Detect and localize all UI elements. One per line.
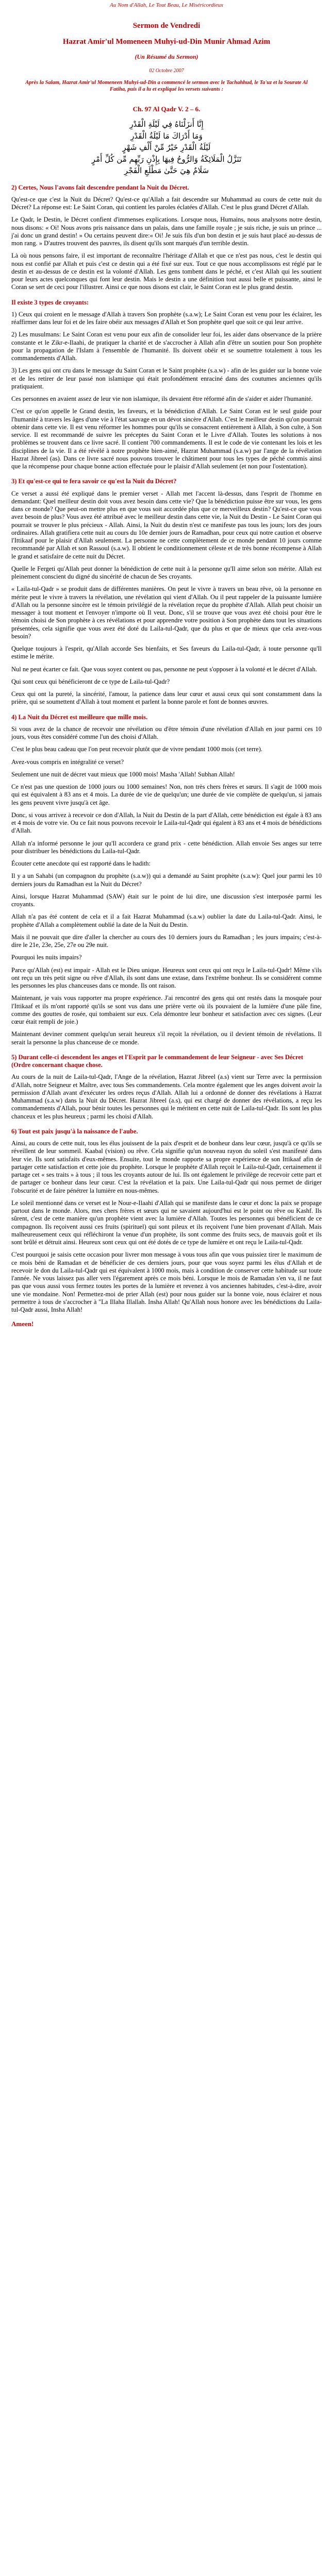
sermon-paragraph: Ceux qui ont la pureté, la sincérité, l'amour, la patience dans leur cœur et aussi ceux qui sont constamment dans la prière, qui se soumettent d'Allah à tout moment et parlent la bonne parole et font de bonnes œuvres. [11, 690, 322, 706]
sermon-paragraph: Pourquoi les nuits impairs? [11, 954, 82, 961]
arabic-line: وَمَا أَدْرَاكَ مَا لَيْلَةُ الْقَدْرِ [130, 131, 203, 141]
sermon-paragraph: 3) Les gens qui ont cru dans le message du Saint Coran et le Saint prophète (s.a.w) - afin de les guider sur la bonne voie et de les retirer de leur passé non islamique qui était profondément enraciné dans des coutumes anciennes qu'ils pratiquaient. [11, 367, 322, 390]
arabic-verses [11, 118, 322, 177]
section-heading: Il existe 3 types de croyants: [11, 298, 89, 306]
sermon-body [11, 184, 322, 1314]
section-heading: 5) Durant celle-ci descendent les anges et l'Esprit par le commandement de leur Seigneur - avec Ses Décret (Ordre concernant chaque chose. [11, 1053, 303, 1069]
sermon-date: 02 Octobre 2007 [149, 67, 184, 74]
arabic-line: سَلَامٌ هِيَ حَتَّىٰ مَطْلَعِ الْفَجْرِ [124, 166, 209, 176]
sermon-paragraph: Maintenant, je vais vous rapporter ma propre expérience. J'ai rencontré des gens qui ont restés dans la mosquée pour l'Ittikaaf et ils m'ont rapporté qu'ils se sont vus dans une prière verte où ils pouvaient de la lumière d'une pâle fine, comme des gouttes de rosée, qui tombaient sur eux. Cela démontre leur bonheur et satisfaction avec ces signes. (Leur cœur était rempli de joie.) [11, 994, 322, 1026]
sermon-paragraph: C'est le plus beau cadeau que l'on peut recevoir plutôt que de vivre pendant 1000 mois (cet terre). [11, 745, 262, 753]
sermon-paragraph: Qu'est-ce que c'est la Nuit du Décret? Qu'est-ce qu'Allah a fait descendre sur Muhammad au cours de cette nuit du Décret? La réponse est: Le Saint Coran, qui contient les paroles éclatées d'Allah. C'est le plus grand Décret d'Allah. [11, 195, 322, 211]
sermon-paragraph: Le soleil mentionné dans ce verset est le Nour-e-Ilaahi d'Allah qui se manifeste dans le cœur et donc la paix se propage partout dans le monde. Alors, mes chers frères et sœurs qui ne savaient aujourd'hui est le point ou rêve ou Kashf. Ils sûrent, c'est de cette manière qu'un prophète vient avec la lumière d'Allah. Toutes les personnes qui bénéficient de ce compagnon. Ils reçoivent aussi ces fruits (spirituel) qui sont pileux et ils reçoivent l'une bien provenant d'Allah. Mais malheureusement ceux qui réfléchiront la venue d'un prophète, ils sont comme des fruits secs, de mauvais goût et ils sont brûlé et détruit ainsi. Heureux sont ceux qui ont été dotés de ce type de lumière et ont reçu le Laila-tul-Qadr. [11, 1199, 322, 1246]
verse-reference: Ch. 97 Al Qadr V. 2 – 6. [132, 105, 201, 113]
bismillah-banner: Au Nom d'Allah, Le Tout Beau, Le Miséricordieux [110, 2, 223, 8]
sermon-paragraph: Maintenant deviner comment quelqu'un serait heureux s'il reçoit la révélation, ou il devient témoin de révélations. Il serait la personne la plus chanceuse de ce monde. [11, 1030, 322, 1046]
speaker-name: Hazrat Amir'ul Momeneen Muhyi-ud-Din Munir Ahmad Azim [62, 37, 271, 46]
sermon-paragraph: Ainsi, lorsque Hazrat Muhammad (SAW) était sur le point de lui dire, une discussion s'est interposée parmi les croyants. [11, 892, 322, 908]
sermon-paragraph: 1) Ceux qui croient en le message d'Allah à travers Son prophète (s.a.w); Le Saint Coran est venu pour les éclairer, les réaffirmer dans leur foi et de les faire obéir aux messages d'Allah et Son prophète quel que soit ce qui leur arrive. [11, 310, 322, 326]
section-heading: 3) Et qu'est-ce qui te fera savoir ce qu'est la Nuit du Décret? [11, 478, 177, 485]
page-title: Sermon de Vendredi [132, 22, 201, 30]
summary-label: (Un Résumé du Sermon) [135, 53, 198, 61]
intro-note: Après la Salam, Hazrat Amir'ul Momeneen Muhyi-ud-Din a commencé le sermon avec le Tachahhud, le Ta'uz et la Sourate Al Fatiha, puis il a lu et expliqué les versets suivants : [25, 80, 308, 93]
sermon-paragraph: Le Qadr, le Destin, le Décret confient d'immenses explications. Lorsque nous, Humains, nous analysons notre destin, nous disons: « Oi! Nous avons pris naissance dans un palais, dans une famille royale ; je suis riche, je suis un prince ... j'ai donc un grand destin! » Ou certains peuvent dire:« Oi! Je suis fils d'un bon destin et je suis haut placé au-dessus de mon rang. » D'autres trouvent des pauvres, ils disent qu'ils sont marqués d'un terrible destin. [11, 216, 322, 247]
sermon-paragraph: Il y a un Sahabi (un compagnon du prophète (s.a.w)) qui a demandé au Saint prophète (s.a.w): Quel jour parmi les 10 derniers jours du Ramadhan est la Nuit du Décret? [11, 872, 322, 888]
sermon-paragraph: Ainsi, au cours de cette nuit, tous les élus jouissent de la paix d'esprit et de bonheur dans leur cœur, jusqu'à ce qu'ils se réveillent de leur sommeil. Kaabal (vision) ou rêve. Cela signifie qu'un nouveau rayon du soleil s'est manifesté dans leur vie. Ils sont satisfaits d'eux-mêmes. Ensuite, tout le monde rapporte sa propre expérience de son Ittikaaf afin de partager cette satisfaction et cette joie du prophète. Lorsque le prophète d'Allah reçoit le Laila-tul-Qadr, certainement il partage cet « ses traits » à tous ; il tous les croyants autour de lui. Ils ont également le privilège de recevoir cette part et de partager ce bonheur dans leur cœur. C'est la révélation et la paix. Une Laila-tul-Qadr qui nous permet de diriger l'obscurité et de faire pénétrer la lumière en nous-mêmes. [11, 1140, 322, 1194]
sermon-paragraph: 2) Les musulmans: Le Saint Coran est venu pour eux afin de consolider leur foi, les aider dans observance de la prière constante et le Zikr-e-Ilaahi, de pratiquer la charité et de s'accrocher à Allah afin d'être un soutien pour Son prophète pour la propagation de l'Islam à l'ensemble de l'humanité. Ils doivent obéir et se soumettre totalement à tous les commandements d'Allah. [11, 331, 322, 362]
sermon-paragraph: Ce n'est pas une question de 1000 jours ou 1000 semaines! Non, non très chers frères et sœurs. Il s'agit de 1000 mois qui est équivalent à 83 ans et 4 mois. La durée de vie de quelqu'un; une durée de vie complète de quelqu'un, si jamais les gens peuvent vivre jusqu'à cet âge. [11, 783, 322, 806]
sermon-paragraph: Allah n'a pas été content de cela et il a fait Hazrat Muhammad (s.a.w) oublier la date du Laila-tul-Qadr. Ainsi, le prophète d'Allah a complètement oublié la date de la Nuit du Destin. [11, 913, 322, 928]
sermon-paragraph: Ce verset a aussi été expliqué dans le premier verset - Allah met l'accent là-dessus, dans l'esprit de l'homme en demandant: Quel meilleur destin doit vous avez besoin dans cette vie? Que la bénédiction puisse être sur vous, les gens dans ce monde? Que peut-on mettre plus en que vous soit accordée plus que ce merveilleux destin? Qu'est-ce que vous avez besoin de plus? Vous avez été attribué avec le meilleur destin dans cette vie, la Nuit du Destin - Le Saint Coran qui pourrait se trouver le plus précieux - Allah. Ainsi, la Nuit du destin n'est ce manifeste pas tous les jours; lors des jours ordinaires. Allah gratifiera cette nuit au cours du 10e dernier jours de Ramadhan, pour ceux qui notre caution et observe l'Ittikaaf pour le plaisir d'Allah seulement. La personne ne cette complètement de ce monde pendant 10 jours comme recommandé par Allah et son Rassoul (s.a.w). Il obtient le conditionnement céleste et de très bonne récompense à Allah le grand et satisfaire de cette nuit du Décret. [11, 489, 322, 560]
sermon-paragraph: Ces personnes en avaient assez de leur vie non islamique, ils devaient être réformé afin de s'aider et aider l'humanité. [11, 395, 313, 403]
arabic-line: لَيْلَةُ الْقَدْرِ خَيْرٌ مِّنْ أَلْفِ شَهْرٍ [122, 143, 211, 152]
sermon-paragraph: Nul ne peut écarter ce fait. Que vous soyez content ou pas, personne ne peut s'opposer à la volonté et le décret d'Allah. [11, 665, 317, 673]
sermon-paragraph: C'est ce qu'on appelle le Grand destin, les faveurs, et la bénédiction d'Allah. Le Saint Coran est le seul guide pour l'humanité à travers les âges d'une vie à l'état sauvage en un dévot sincère d'Allah. C'est le meilleur destin qu'on pourrait obtenir dans cette vie. Il est venu réformer les hommes pour qu'ils se consacrent entièrement à Allah, à Son culte, à Son service. Il est recommandé de suivre les préceptes du Saint Coran et le Livre d'Allah. Toutes les solutions à nos problèmes se trouvent dans ce livre sacré. Il contient 700 commandements. Il est le code de vie contenant les lois et les disciplines de la vie. Il a été révélé à notre prophète bien-aimé, Hazrat Muhammad (s.a.w) par l'ange de la révélation Hazrat Jibreel (as). Dans ce livre sacré nous pouvons trouver le châtiment pour tous les types de péché commis ainsi que la récompense pour chaque bonne action effectuée pour le plaisir d'Allah seulement (et non pour l'ostentation). [11, 408, 322, 470]
sermon-paragraph: Seulement une nuit de décret vaut mieux que 1000 mois! Masha 'Allah! Subhan Allah! [11, 770, 235, 778]
sermon-paragraph: Écouter cette anecdote qui est rapporté dans le hadith: [11, 860, 151, 868]
sermon-paragraph: Là où nous pensons faire, il est important de reconnaître l'héritage d'Allah et que ce n'est pas nous, c'est le destin qui nous est confié par Allah et puis c'est ce destin qui a été fixé sur eux. Tout ce que nous accomplissons est réglé par le destin et au-dessus de ce destin est la volonté d'Allah. Les gens tombent dans le péché, et c'est Allah qui les soutient pour leurs actes quelconques qui font leur destin. Mais le destin a une définition tout aussi belle et puissante, ainsi le Coran se sert de ceci pour l'illustrer. Ainsi ce que nous disons est clair, le Saint Coran est le plus grand destin. [11, 252, 322, 291]
sermon-paragraph: Avez-vous compris en intégralité ce verset? [11, 758, 124, 766]
sermon-paragraph: Donc, si vous arrivez à recevoir ce don d'Allah, la Nuit du Destin de la part d'Allah, cette bénédiction est égale à 83 ans et 4 mois de votre vie. Ou ce fait nous pouvons recevoir le Laila-tul-Qadr qui égalent à 83 ans et 4 mois de bénédictions d'Allah. [11, 811, 322, 835]
sermon-paragraph: Allah n'a informé personne le jour qu'Il accordera ce grand prix - cette bénédiction. Allah envoie Ses anges sur terre pour distribuer les bénédictions du Laila-tul-Qadr. [11, 839, 322, 855]
sermon-paragraph: Quelle le Fergeti qu'Allah peut donner la bénédiction de cette nuit à la personne qu'Il aime selon son mérite. Allah est pleinement conscient du digné du sincérité de chacun de Ses croyants. [11, 565, 322, 581]
sermon-paragraph: Qui sont ceux qui bénéficieront de ce type de Laila-tul-Qadr? [11, 677, 170, 685]
sermon-paragraph: « Laila-tul-Qadr » se produit dans de différentes manières. On peut le vivre à travers un beau rêve, où la personne en mérite peut le vivre à travers la révélation, une révélation qui vient d'Allah. Ou il peut rappeler de la puissante lumière d'Allah ou la personne sincère est le témoin privilégié de la révélation reçue du prophète d'Allah. Allah peut choisir un messager à tout moment et l'envoyer n'importe où Il veut. Donc, s'il se trouve que vous avez été choisi pour être le témoin choisi de Son prophète à ces révélations et pour apprendre votre position à Son prophète dans tout les situations présentées, cela signifie que vous avez été doté du Laila-tul-Qadr, que du plus et que de mieux que cela avez-vous besoin? [11, 585, 322, 640]
section-heading: 2) Certes, Nous l'avons fait descendre pendant la Nuit du Décret. [11, 183, 189, 191]
sermon-paragraph: Quelque toujours à l'esprit, qu'Allah accorde Ses bienfaits, et Ses faveurs du Laila-tul-Qadr, à toute personne qu'Il estime le mérite. [11, 645, 322, 660]
section-heading: 4) La Nuit du Décret est meilleure que mille mois. [11, 713, 148, 721]
arabic-line: تَنَزَّلُ الْمَلَائِكَةُ وَالرُّوحُ فِيهَا بِإِذْنِ رَبِّهِم مِّن كُلِّ أَمْرٍ [91, 154, 242, 164]
arabic-line: إِنَّا أَنزَلْنَاهُ فِي لَيْلَةِ الْقَدْرِ [129, 120, 204, 129]
sermon-paragraph: Parce qu'Allah (est) est impair - Allah est le Dieu unique. Heureux sont ceux qui ont reçu le Laila-tul-Qadr! Même s'ils ont reçu un très petit signe ou rêve d'Allah, ils sont dans une extase, dans l'extrême bonheur. Ils se considèrent comme les personnes les plus chanceuses dans ce monde. Ils ont raison. [11, 966, 322, 990]
section-heading: 6) Tout est paix jusqu'à la naissance de l'aube. [11, 1127, 138, 1135]
sermon-paragraph: C'est pourquoi je saisis cette occasion pour livrer mon message à vous tous afin que vous puissiez tirer le maximum de ce mois béni de Ramadan et de bénéficier de ces derniers jours, pour que vous soyez parmi les élus d'Allah et de recevoir le don du Laila-tul-Qadr qui est équivalent à 1000 mois, mais à condition de conserver cette habitude sur toute l'année. Ne vous laissez pas aller vers l'égarement après ce mois béni. Lorsque le mois de Ramadan s'en va, il ne faut pas que vous aussi vous fermez toutes les portes de la lumière et revenez à vos anciennes habitudes, c'est-à-dire, avoir une vie mondaine. Non! Permettez-moi de prier Allah (est) pour nous guider sur la bonne voie, nous éclairer et nous permettre à tous de s'accrocher à "La Illaha Illallah. Insha Allah! Qu'Allah nous honore avec les bénédictions du Laila-tul-Qadr aussi, Insha Allah! [11, 1251, 322, 1314]
sermon-paragraph: Si vous avez de la chance de recevoir une révélation ou d'être témoin d'une révélation d'Allah en jour parmi ces 10 jours, vous êtes considéré comme l'un des choisi d'Allah. [11, 725, 322, 741]
closing-word: Ameen! [11, 1320, 34, 1328]
sermon-paragraph: Au cours de la nuit de Laila-tul-Qadr, l'Ange de la révélation, Hazrat Jibreel (a.s) vient sur Terre avec la permission d'Allah, notre Seigneur et Maître, avec tous Ses commandements. Cela montre également que les anges doivent avoir la permission d'Allah avant d'exécuter les ordres reçus d'Allah. Allah lui a ordonné de donner des révélations à Hazrat Muhammad (s.a.w) dans la Nuit du Décret. Hazrat Jibreel (a.s), qui est chargé de donner des révélations, a reçu les commandements d'Allah, pour bénir toutes les personnes qui le méritent en cette nuit de Laila-tul-Qadr. Ils sont les plus chanceux et les plus heureux ; parmi les choisi d'Allah. [11, 1073, 322, 1120]
sermon-paragraph: Mais il ne pouvait que dire d'aller la chercher au cours des 10 derniers jours du Ramadhan ; les jours impairs; c'est-à-dire le 21e, 23e, 25e, 27e ou 29e nuit. [11, 933, 322, 949]
